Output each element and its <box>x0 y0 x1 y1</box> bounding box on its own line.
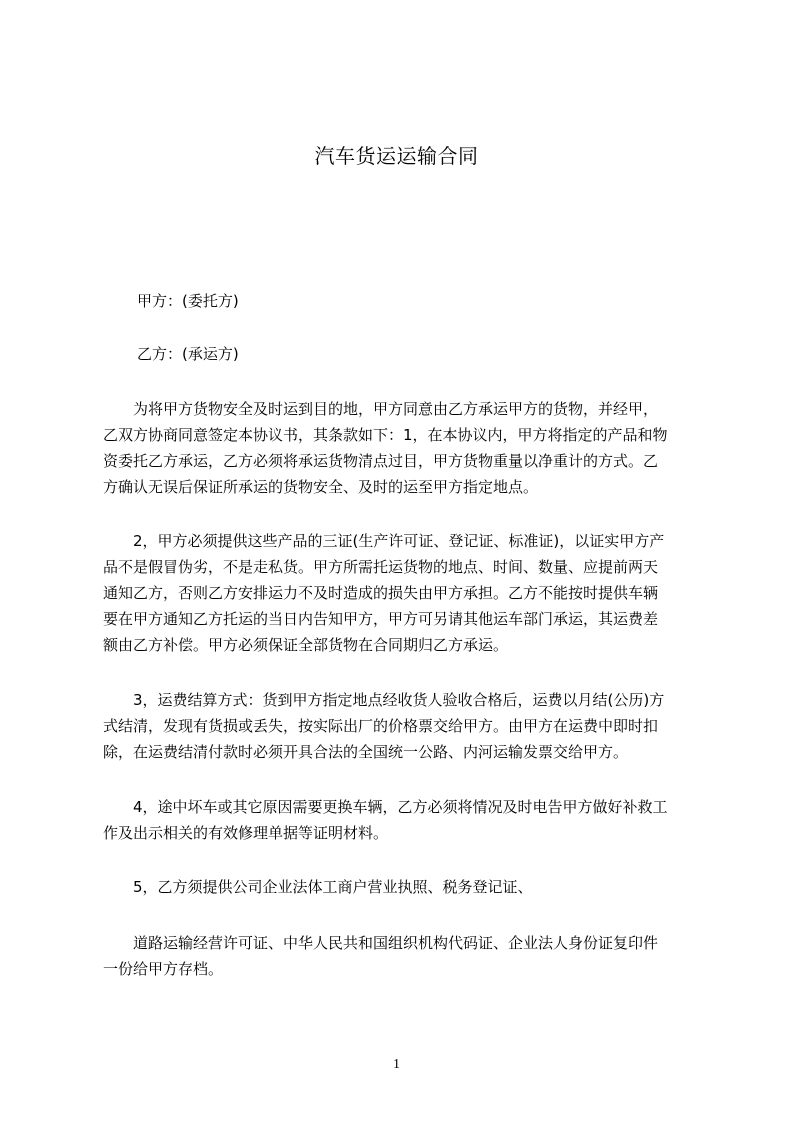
paragraph-line: 4，途中坏车或其它原因需要更换车辆，乙方必须将情况及时电告甲方做好补救工 <box>103 798 668 816</box>
clause-paragraph-3 <box>103 687 713 765</box>
paragraph-line: 要在甲方通知乙方托运的当日内告知甲方，甲方可另请其他运车部门承运，其运费差 <box>103 610 659 628</box>
clause-paragraph-1 <box>103 396 713 500</box>
paragraph-line: 资委托乙方承运，乙方必须将承运货物清点过目，甲方货物重量以净重计的方式。乙 <box>103 452 659 470</box>
paragraph-line: 道路运输经营许可证、中华人民共和国组织机构代码证、企业法人身份证复印件 <box>103 934 659 952</box>
paragraph-line: 方确认无误后保证所承运的货物安全、及时的运至甲方指定地点。 <box>103 478 539 496</box>
clause-paragraph-5 <box>103 874 713 900</box>
clause-paragraph-6 <box>103 930 713 982</box>
document-title: 汽车货运运输合同 <box>314 144 479 168</box>
paragraph-line: 作及出示相关的有效修理单据等证明材料。 <box>103 824 389 842</box>
paragraph-line: 品不是假冒伪劣，不是走私货。甲方所需托运货物的地点、时间、数量、应提前两天 <box>103 558 659 576</box>
party-a-line: 甲方：(委托方) <box>137 292 239 310</box>
clause-paragraph-4 <box>103 794 713 846</box>
party-b-line: 乙方：(承运方) <box>137 345 239 363</box>
paragraph-line: 一份给甲方存档。 <box>103 960 224 978</box>
paragraph-line: 通知乙方，否则乙方安排运力不及时造成的损失由甲方承担。乙方不能按时提供车辆 <box>103 584 659 602</box>
paragraph-line: 额由乙方补偿。甲方必须保证全部货物在合同期归乙方承运。 <box>103 636 509 654</box>
clause-paragraph-2 <box>103 528 713 658</box>
page-number: 1 <box>393 1057 400 1072</box>
paragraph-line: 除，在运费结清付款时必须开具合法的全国统一公路、内河运输发票交给甲方。 <box>103 743 629 761</box>
paragraph-line: 5，乙方须提供公司企业法体工商户营业执照、税务登记证、 <box>103 878 533 896</box>
paragraph-line: 为将甲方货物安全及时运到目的地，甲方同意由乙方承运甲方的货物，并经甲， <box>103 400 659 418</box>
paragraph-line: 式结清，发现有货损或丢失，按实际出厂的价格票交给甲方。由甲方在运费中即时扣 <box>103 717 659 735</box>
paragraph-line: 2，甲方必须提供这些产品的三证(生产许可证、登记证、标准证)，以证实甲方产 <box>103 532 665 550</box>
paragraph-line: 3，运费结算方式：货到甲方指定地点经收货人验收合格后，运费以月结(公历)方 <box>103 691 665 709</box>
paragraph-line: 乙双方协商同意签定本协议书，其条款如下：1，在本协议内，甲方将指定的产品和物 <box>103 426 668 444</box>
